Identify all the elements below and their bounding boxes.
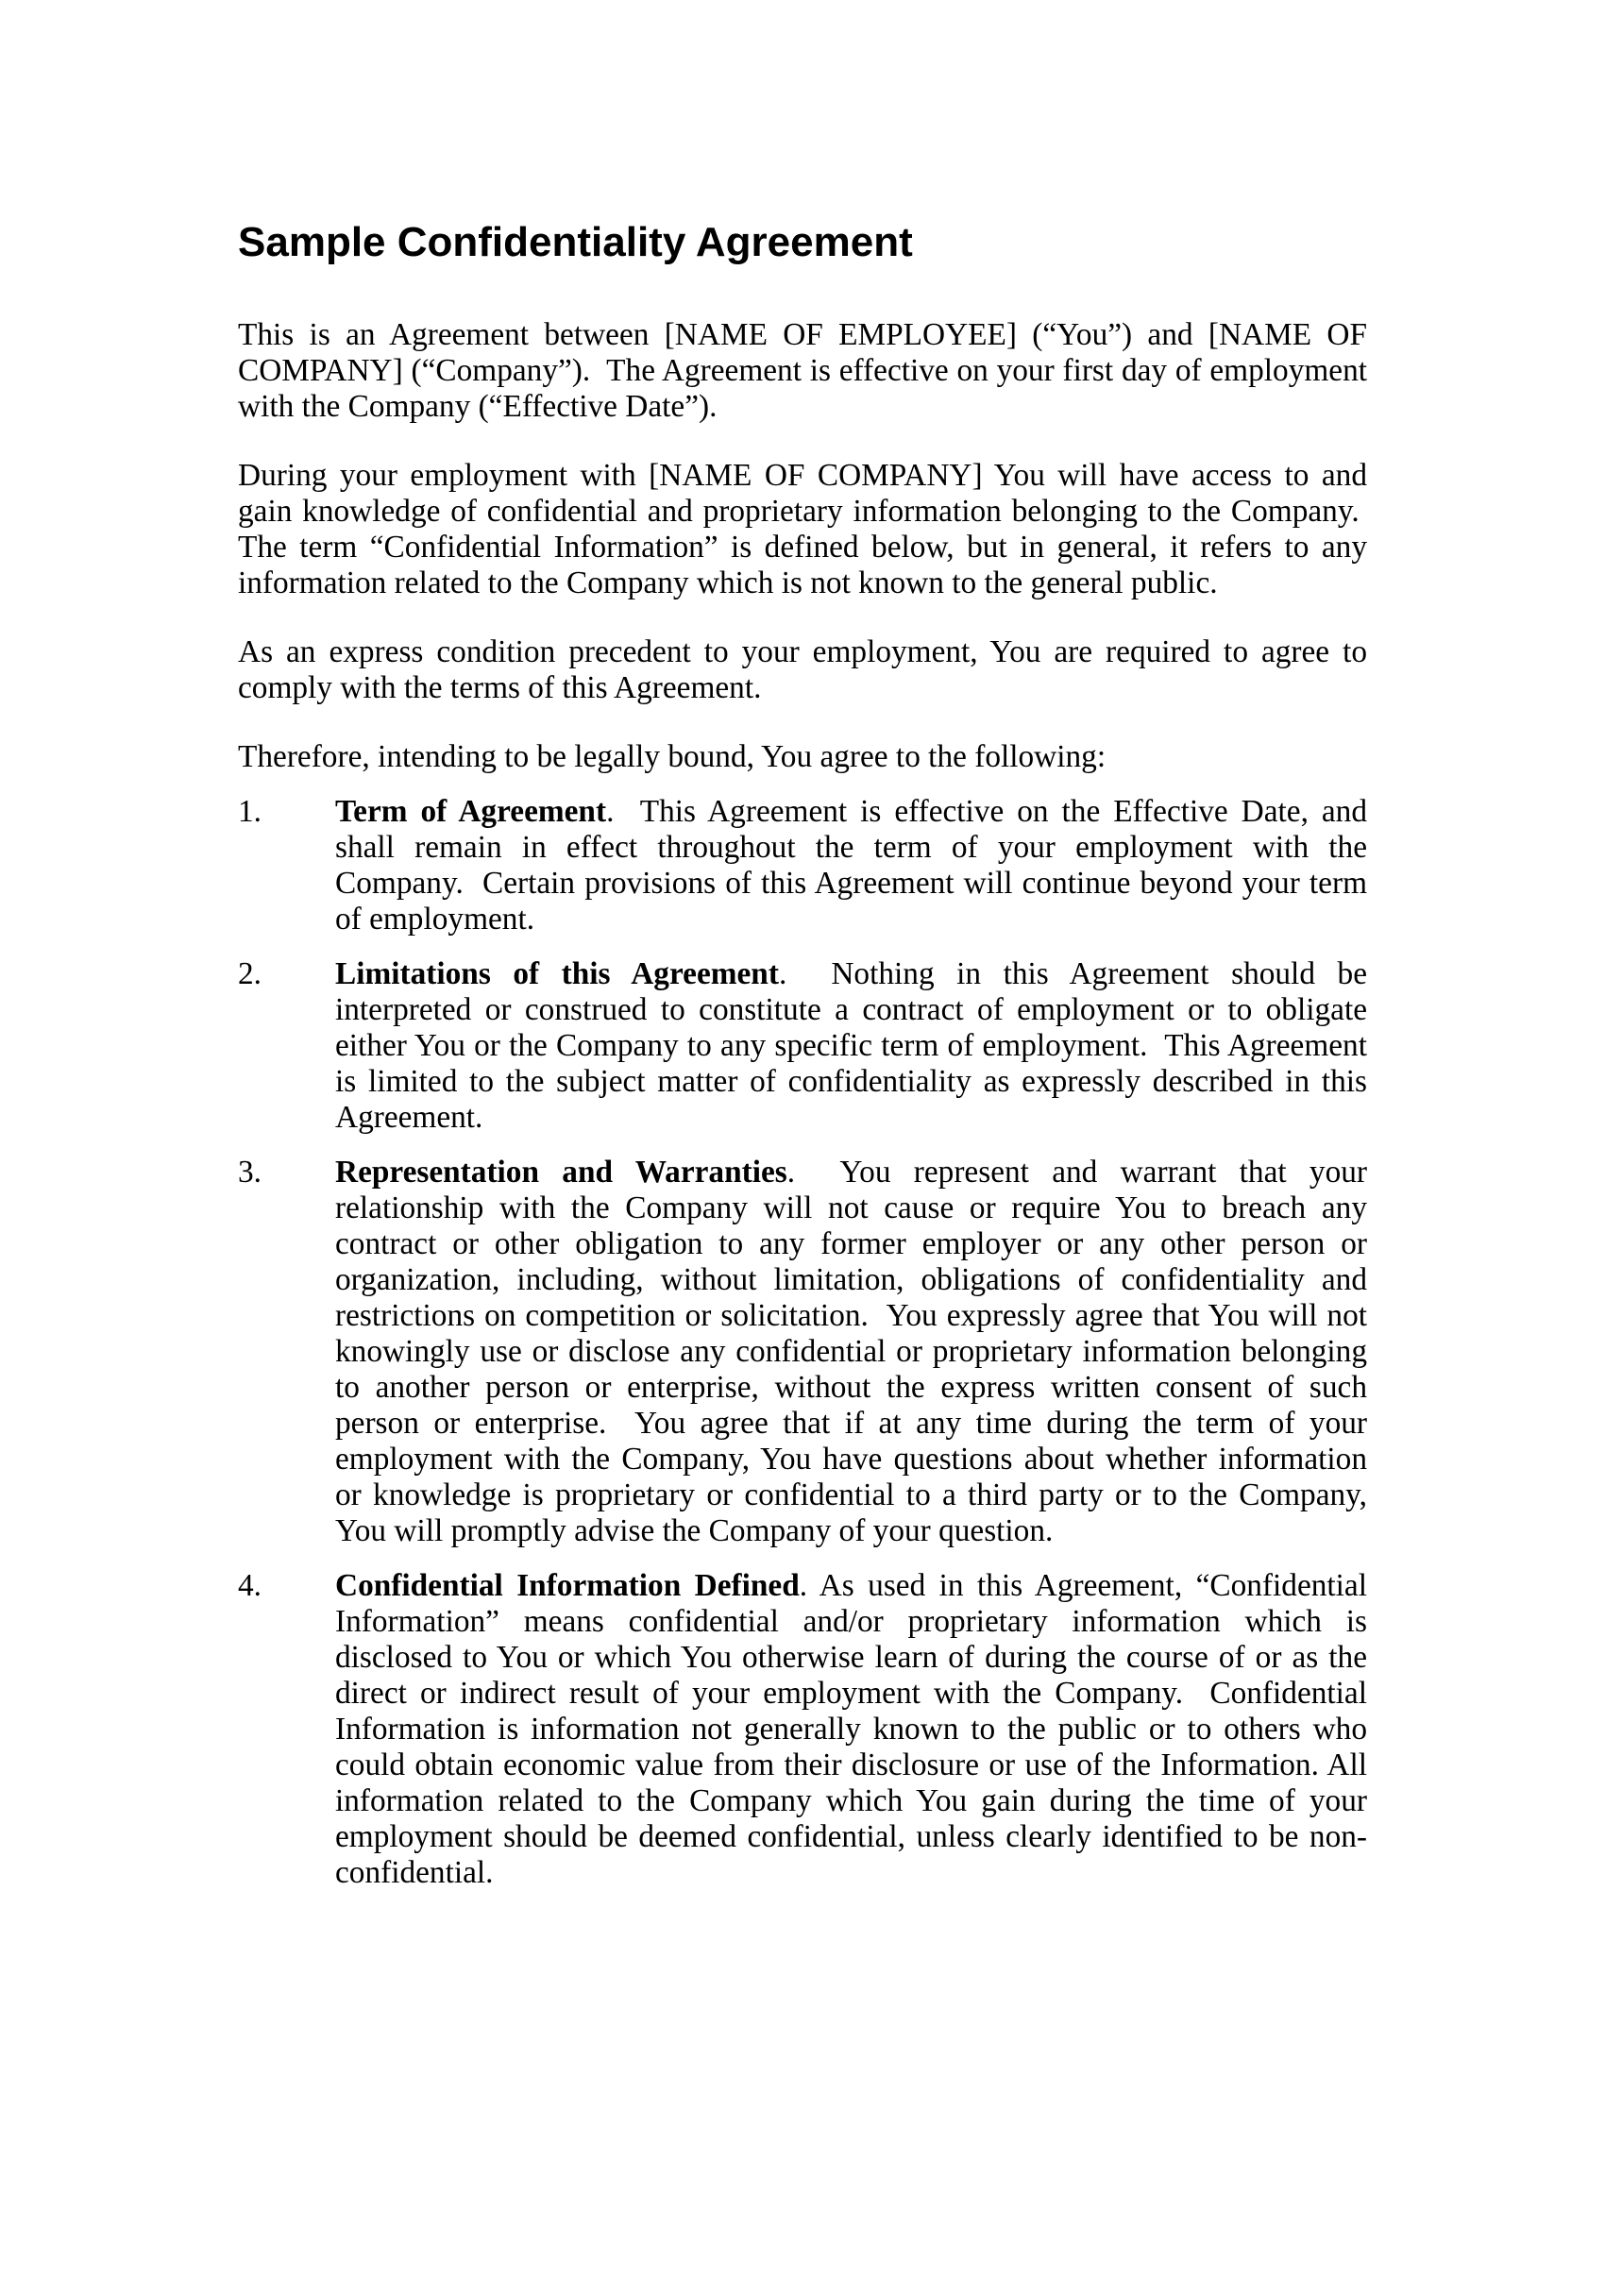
list-item-representation-warranties	[238, 1155, 1367, 1549]
list-item-number: 1.	[238, 794, 262, 829]
list-item-text: . Nothing in this Agreement should be interpreted or construed to constitute a contract of employment or to obligate either You or the Company to any specific term of employment. This Agreement is limited to the subject matter of confidentiality as expressly described in this Agreement.	[335, 956, 1367, 1135]
list-item-number: 3.	[238, 1155, 262, 1190]
intro-paragraph-4: Therefore, intending to be legally bound, You agree to the following:	[238, 739, 1107, 774]
list-item-number: 4.	[238, 1568, 262, 1603]
list-item-heading: Limitations of this Agreement	[335, 956, 779, 991]
list-item-text: . This Agreement is effective on the Effective Date, and shall remain in effect throughout the term of your employment with the Company. Certain provisions of this Agreement will continue beyond your term of employment.	[335, 794, 1368, 937]
document-page	[0, 219, 1605, 1891]
agreement-terms-list	[238, 794, 1367, 1891]
list-item-number: 2.	[238, 956, 262, 991]
intro-paragraph-1: This is an Agreement between [NAME OF EMPLOYEE] (“You”) and [NAME OF COMPANY] (“Company”). The Agreement is effective on your first day of employment with the Company (“Effective Date”).	[238, 317, 1367, 424]
list-item-text: . As used in this Agreement, “Confidential Information” means confidential and/or proprietary information which is disclosed to You or which You otherwise learn of during the course of or as the direct or indirect result of your employment with the Company. Confidential Information is information not generally known to the public or to others who could obtain economic value from their disclosure or use of the Information. All information related to the Company which You gain during the time of your employment should be deemed confidential, unless clearly identified to be non-confidential.	[335, 1568, 1367, 1890]
intro-paragraph-3: As an express condition precedent to your employment, You are required to agree to comply with the terms of this Agreement.	[238, 634, 1367, 705]
list-item-heading: Term of Agreement	[335, 794, 607, 829]
list-item-heading: Representation and Warranties	[335, 1155, 787, 1190]
list-item-limitations	[238, 956, 1367, 1136]
list-item-term-of-agreement	[238, 794, 1367, 937]
list-item-heading: Confidential Information Defined	[335, 1568, 800, 1603]
list-item-text: . You represent and warrant that your relationship with the Company will not cause or require You to breach any contract or other obligation to any former employer or any other person or organization, including, without limitation, obligations of confidentiality and restrictions on competition or solicitation. You expressly agree that You will not knowingly use or disclose any confidential or proprietary information belonging to another person or enterprise, without the express written consent of such person or enterprise. You agree that if at any time during the term of your employment with the Company, You have questions about whether information or knowledge is proprietary or confidential to a third party or to the Company, You will promptly advise the Company of your question.	[335, 1155, 1367, 1548]
list-item-confidential-information-defined	[238, 1568, 1367, 1891]
document-viewport	[0, 219, 1605, 2296]
document-title: Sample Confidentiality Agreement	[238, 219, 913, 265]
intro-paragraph-2: During your employment with [NAME OF COMPANY] You will have access to and gain knowledge of confidential and proprietary information belonging to the Company. The term “Confidential Information” is defined below, but in general, it refers to any information related to the Company which is not known to the general public.	[238, 458, 1367, 600]
